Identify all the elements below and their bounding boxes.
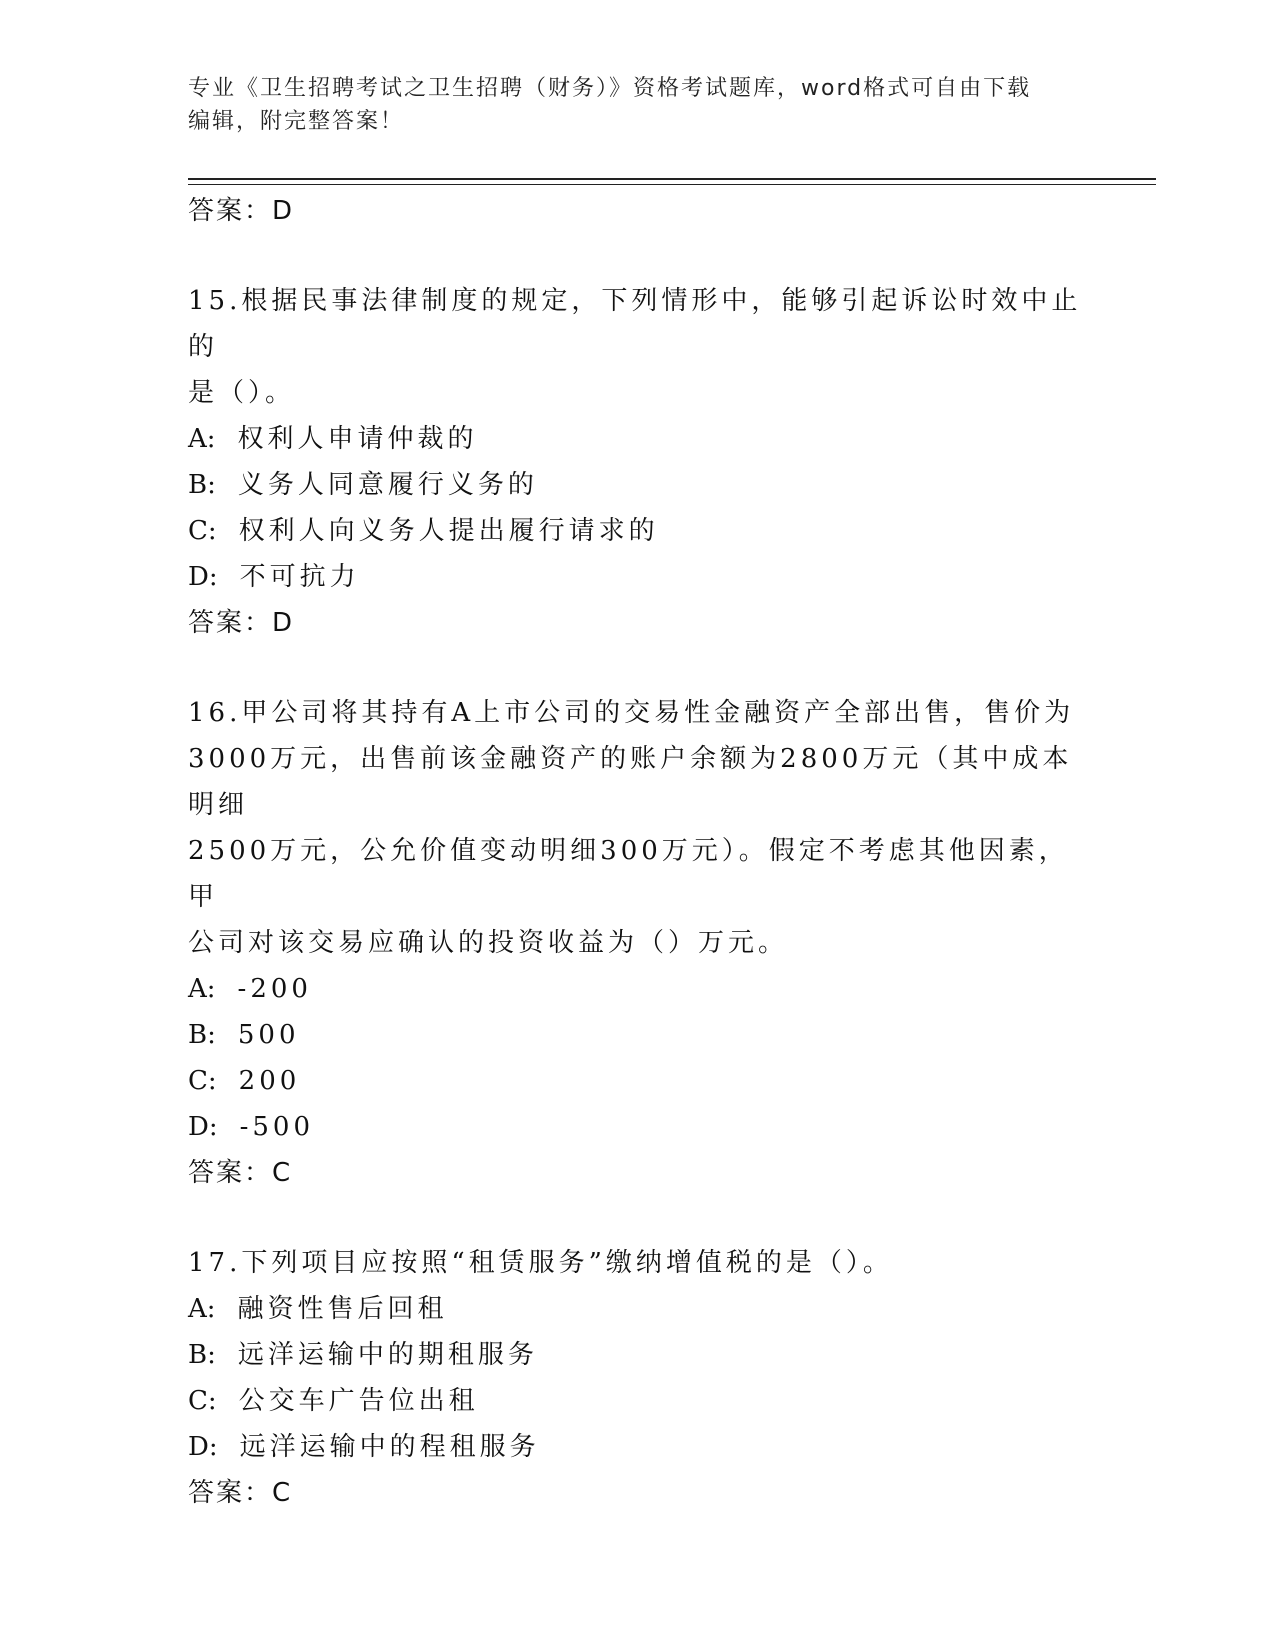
option-text: 远洋运输中的程租服务 <box>239 1432 540 1462</box>
header-line-1: 专业《卫生招聘考试之卫生招聘（财务）》资格考试题库，word格式可自由下载 <box>188 76 1032 101</box>
option-b <box>188 462 1088 508</box>
option-text: 500 <box>237 1020 300 1050</box>
answer-line: 答案：C <box>188 1478 293 1508</box>
option-d <box>188 1424 1088 1470</box>
option-key: B: <box>188 1020 216 1050</box>
option-text: 义务人同意履行义务的 <box>237 470 538 500</box>
option-text: 权利人申请仲裁的 <box>237 424 478 454</box>
question-17 <box>188 1240 1088 1516</box>
option-key: D: <box>188 1432 218 1462</box>
option-a <box>188 1286 1088 1332</box>
option-text: -200 <box>237 974 312 1004</box>
option-key: B: <box>188 1340 216 1370</box>
option-key: C: <box>188 1066 217 1096</box>
option-d <box>188 1104 1088 1150</box>
option-b <box>188 1332 1088 1378</box>
header-rule-thin <box>188 184 1156 185</box>
question-15 <box>188 278 1088 646</box>
answer-line: 答案：D <box>188 608 295 638</box>
option-text: -500 <box>239 1112 315 1142</box>
question-stem-line: 16.甲公司将其持有A上市公司的交易性金融资产全部出售，售价为 <box>188 698 1075 728</box>
answer-line: 答案：C <box>188 1158 293 1188</box>
option-key: B: <box>188 470 216 500</box>
question-16 <box>188 690 1088 1196</box>
question-stem-line: 是（）。 <box>188 378 296 408</box>
option-d <box>188 554 1088 600</box>
header-line-2: 编辑，附完整答案！ <box>188 109 405 134</box>
question-stem-line: 17.下列项目应按照“租赁服务”缴纳增值税的是（）。 <box>188 1248 893 1278</box>
question-stem-line: 3000万元，出售前该金融资产的账户余额为2800万元（其中成本明细 <box>188 744 1073 820</box>
option-key: A: <box>188 424 216 454</box>
option-key: C: <box>188 516 217 546</box>
option-c <box>188 1378 1088 1424</box>
option-key: D: <box>188 562 218 592</box>
option-key: C: <box>188 1386 217 1416</box>
option-text: 公交车广告位出租 <box>238 1386 479 1416</box>
option-a <box>188 416 1088 462</box>
option-key: A: <box>188 1294 216 1324</box>
document-header <box>188 72 1088 138</box>
option-text: 权利人向义务人提出履行请求的 <box>238 516 659 546</box>
option-key: A: <box>188 974 216 1004</box>
question-stem-line: 2500万元，公允价值变动明细300万元）。假定不考虑其他因素，甲 <box>188 836 1069 912</box>
question-list <box>188 188 1088 1516</box>
option-key: D: <box>188 1112 218 1142</box>
option-c <box>188 508 1088 554</box>
option-a <box>188 966 1088 1012</box>
option-b <box>188 1012 1088 1058</box>
option-text: 不可抗力 <box>239 562 360 592</box>
option-text: 融资性售后回租 <box>237 1294 448 1324</box>
header-rule-thick <box>188 178 1156 180</box>
option-text: 远洋运输中的期租服务 <box>237 1340 538 1370</box>
option-c <box>188 1058 1088 1104</box>
previous-answer: 答案：D <box>188 196 295 226</box>
question-stem-line: 15.根据民事法律制度的规定，下列情形中，能够引起诉讼时效中止的 <box>188 286 1082 362</box>
question-stem-line: 公司对该交易应确认的投资收益为（）万元。 <box>188 928 789 958</box>
option-text: 200 <box>238 1066 301 1096</box>
